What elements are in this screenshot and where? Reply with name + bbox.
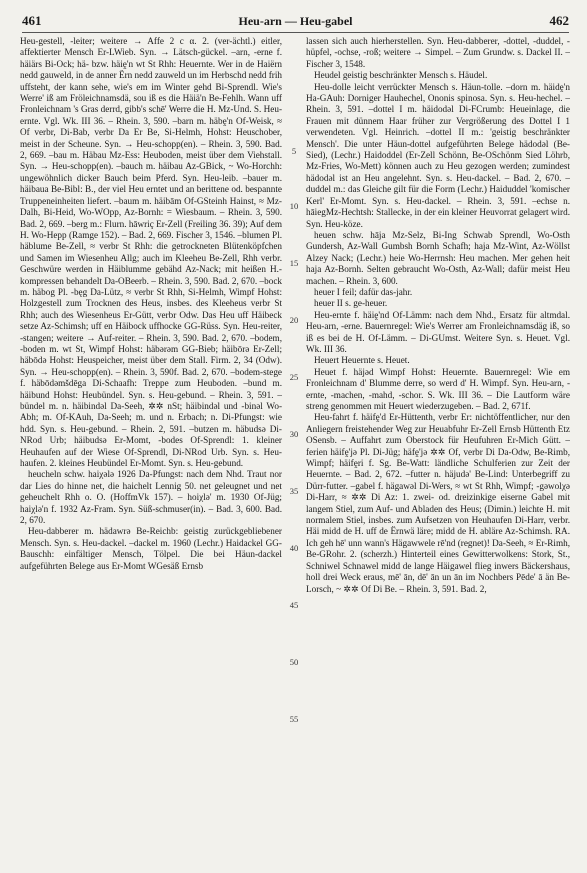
line-number: 25 [289, 372, 299, 382]
page-number-right: 462 [549, 13, 569, 28]
line-number: 20 [289, 315, 299, 325]
right-entry-heuet: Heuet f. häjəd Wimpf Hohst: Heuernte. Bauernregel: Wie em Fronleichnam d' Blumme derre, so werd d' H. Wimpf. Syn. Heu-arn, -ernte, -machen, -mahd, -schor. S. Wk. III 36. – Die Lautform wäre streng genommen mit Heuert wiederzugeben. – Bad. 2, 671f. [306, 366, 570, 411]
line-number: 45 [289, 600, 299, 610]
right-entry-heuert: Heuert Heuernte s. Heuet. [314, 355, 410, 366]
running-title: Heu-arn — Heu-gabel [238, 13, 353, 28]
line-number: 50 [289, 657, 299, 667]
right-entry-heuen: heuen schw. hāja Mz-Selz, Bi-Ing Schwab Sprendl, Wo-Osth Gundersh, Az-Wall Gumbsh Bornh Schafh; haja Mz-Wint, Az-Wöllst Alzey Nack; (Lechr.) heie Wo-Herrnsh: Heu machen. Mer gehen heit haja Az-Bornh. Selten gebraucht Wo-Osth, Az-Wall; dafür meist Heu machen. – Rhein. 3, 600. [306, 229, 570, 286]
right-entry-heu-ernte: Heu-ernte f. häiḙ'nd Of-Lämm: nach dem Nhd., Ersatz für altmdal. Heu-arn, -erne. Bauernregel: Wie's Werrer am Fronleichnamsdäg iß, so iß es bei de H. Of-Lämm. – Di-GUmst. Weitere Syn. s. Heuet. Vgl. Wk. III 36. [306, 309, 570, 354]
right-entry-heu-fahrt: Heu-fahrt f. häifḙ'd Er-Hüttenth, verbr Er: nichtöffentlicher, nur den Anliegern freistehender Weg zur Heuabfuhr Er-Zell Ernsb Hüttenth Etz OSensb. – Auffahrt zum Oberstock für Heufuhren Er-Mich Gütt. –ferien häifḙ'jə Pl. Di-Jüg; häfḙ'jə ✲✲ Of, verbr Di Da-Odw, Be-Rimb, Wimpf; häifḙri f. Sg. Be-Watt: ländliche Schulferien zur Zeit der Heuernte. – Bad. 2, 672. –futter n. häjudə' Be-Lind: Unterbegriff zu Dürr-futter. –gabel f. hägawəl Di-Wers, ≈ wt St Rhh, Wimpf; -gəwolχə Di-Harr, ≈ ✲✲ Di Az: 1. zwei- od. dreizinkige eiserne Gabel mit langem Stiel, zum Auf- und Abladen des Heus; (Dimin.) leichte H. mit normalem Stiel, insbes. zum Aufsetzen von Heuhaufen Di-Harr, verbr. Häi midd de H. uff de Ërnwä läre; midd de H. abläre Az-Schimsh. RA. Ich geh hē' unn wann's Hägawwele rē'nd (regnet)! Da-Seeh, ≈ Er-Rimh, Be-GRohr. 2. (scherzh.) Hinterteil eines Gewitterwolkens: Stork, St., Schniwel Schnawel midd de lange Häigawel flieg inwers Bäckershaus, holl drei Weck eraus, mē' ān, dē' ān un ān im Nochbers Pēde' ā än Be-Lorsch, ~ ✲✲ Of Di Be. – Rhein. 3, 591. Bad. 2, [306, 412, 570, 594]
right-entry-heudel: Heudel geistig beschränkter Mensch s. Häudel. [314, 70, 488, 81]
right-entry-heu-dolle: Heu-dolle leicht verrückter Mensch s. Häun-tolle. –dorn m. häidḙ'n Ha-GAuh: Dorniger Hauhechel, Ononis spinosa. Syn. s. Heu-hechel. – Rhein. 3, 591. –dottel I m. häidodəl Di-FCrumb: Heueinlage, die Frauen mit dünnem Haar früher zur Vergrößerung des Dottel I 1 verwendeten. Vgl. Heinrich. –dottel II m.: 'geistig beschränkter Mensch'. Die unter Häun-dottel aufgeführten Belege hädodəl (Be-Sied), (Lechr.) Haidoddel (Er-Zell Schönn, Be-OSchönm Sied Löhrb, Mz-Fries, Wo-Mett) können auch zu Heu gezogen werden; zumindest hädodəl ist an Heu angelehnt. Syn. s. Heu-dackel. – Bad. 2, 670. –duddel m.: das Gleiche gilt für die Form (Lechr.) Haiduddel 'komischer Kerl' Er-Momt. Syn. s. Heu-dackel. – Rhein. 3, 591. –echse n. hāiegMz-Hechtsh: Stallecke, in der ein kleiner Heuvorrat gelagert wird. Syn. Heu-köze. [306, 81, 570, 229]
page-header [22, 10, 569, 33]
right-entry-heuer-1: heuer I feil; dafür das-jahr. [314, 286, 413, 297]
left-entry-1: Heu-gestell, -leiter; weitere → Affe 2 c α. 2. (ver-ächtl.) eitler, affektierter Mensch Er-LWieb. Syn. → Lätsch-gückel. –arn, -erne f. häiärs Bi-Ock; hä- bzw. häiḙ'n wt St Rhh: Heuernte. Wer in de Haiërn nedd gauweld, in de anner Ërn nedd zauweld un im Herbschd nedd frih uffsteht, der kann sehe, wie's em im Winter gehd Bi-Sprendl. Wie's Werre' iß am Fröleichnamsdä, sou iß es die Häiä'n Be-Fehlh. Wann uff Fronleichnam 's Gras derrd, gibb's schē' Werre die H. Mz-Und. S. Heu-ernte. Vgl. Wk. III 36. – Rhein. 3, 590. –barn m. häbḙ'n Of-Weisk, ≈ Of verbr, Di-Bab, verbr Da Er Be, Si-Helmh, Hohst: Heuschober, meist in der Scheune. Syn. → Heu-schopp(en). – Rhein. 3, 590. Bad. 2, 669. –bau m. Häbau Mz-Ess: Heuboden, meist über dem Viehstall. Syn. → Heu-schopp(en). –bauch m. häibau Az-GBick, ~ Wo-Horchh: ungewöhnlich dicker Bauch beim Pferd. Syn. Heu-leib. –bauer m. häibaua Be-Bibl: B., der viel Heu erntet und an berittene od. bespannte Truppeneinheiten liefert. –baum m. häibām Of-GSteinh Hainst, ≈ Mz-Dalh, Bi-Heid, Wo-WOpp, Az-Bornh: = Wiesbaum. – Rhein. 3, 590. Bad. 2, 669. –berg m.: Flurn. hāwriç Er-Zell (Freiling 36. 39); Auf dem H. Wo-Hepp (Ramge 152). – Bad. 2, 669. Fischer 3, 1546. –blumen Pl. häblume Be-Zell, ≈ verbr St Rhh: die getrockneten Blütenköpfchen und Samen im Wiesenheu Allg; auch im Kleeheu Be-Zell, Rhh verbr. Geschwüre werden in Häiblumme gebähd Az-Nack; mit heißen H.-kompressen behandelt Da-OBeerb. – Rhein. 3, 590. Bad. 2, 670. –bock m. häbog Pl. -bęg Da-Lütz, ≈ verbr St Rhh, Si-Helmh, Wimpf Hohst: Holzgestell zum Trocknen des Heus, insbes. des Kleeheus verbr St Rhh; auch des Wiesenheus Er-Gütt, verbr Odw. Das Heu uff Häibeck setze Az-Schimsh; uff en Häibock uffhocke GG-Rüss. Syn. Heu-reiter, -stangen; weitere → Auf-reiter. – Rhein. 3, 590. Bad. 2, 670. –bodem, -boden m. wt St, Wimpf Hohst: häbərəm GG-Bieb; häibōrə Er-Zell; häbōdə Hohst: Heuspeicher, meist über dem Stall. Firm. 2, 34 (Odw). Syn. → Heu-schopp(en). – Rhein. 3, 590f. Bad. 2, 670. –bodem-stege f. häbōdəmšdēga Di-Schaafh: Treppe zum Heuboden. –bund m. häibund Hohst: Heubündel. Syn. s. Heu-gebund. – Rhein. 3, 591. –bündel m. n. häibindəl Da-Seeh, ✲✲ nSt; häibindəl und -binəl Wo-Abh; m. Of-KAuh, Da-Seeh; m. und n. Erbach; n. Di-Pfungst: wie hdd. Syn. s. Heu-gebund. – Rhein. 2, 591. –butzen m. häbudsə Di-NRod Urb; häibudsə Er-Momt, -bodes Of-Sprendl: 1. kleiner Heuhaufen auf der Wiese Of-Sprendl, Di-NRod Urb. Syn. s. Heu-haufen. 2. kleines Heubündel Er-Momt. Syn. s. Heu-gebund. [20, 36, 282, 469]
line-number: 10 [289, 201, 299, 211]
page-number-left: 461 [22, 13, 42, 28]
right-entry-1: lassen sich auch hierherstellen. Syn. Heu-dabberer, -dottel, -duddel, -hüpfel, -ochse, -roß; weitere → Simpel. – Zum Grundw. s. Dackel II. – Fischer 3, 1548. [306, 36, 570, 69]
right-entry-heuer-2: heuer II s. ge-heuer. [314, 298, 388, 309]
left-entry-heucheln: heucheln schw. haiχələ 1926 Da-Pfungst: nach dem Nhd. Traut nor dar Lies do hinne net, die haichelt Lennig 50. net geleugnet und net geheuchelt Rhh o. O. (HoffmVk 157). – hoiχlə' m. 1930 Of-Jüg; haiχlə'n f. 1932 Az-Fram. Syn. Süß-schmuser(in). – Bad. 3, 600. Bad. 2, 670. [20, 469, 282, 526]
left-entry-heu-dabberer: Heu-dabberer m. hädawrə Be-Reichb: geistig zurückgebliebener Mensch. Syn. s. Heu-dackel. –dackel m. 1960 (Lechr.) Haidackel GG-Bauschh: einfältiger Mensch, Tölpel. Die bei Häun-dackel aufgeführten Belege aus Er-Momt WGesäß Ernsb [20, 526, 282, 571]
line-number: 35 [289, 486, 299, 496]
left-column [20, 36, 282, 864]
line-number: 5 [291, 146, 297, 156]
right-column [306, 36, 570, 864]
line-number: 15 [289, 258, 299, 268]
line-number: 30 [289, 429, 299, 439]
line-number: 55 [289, 714, 299, 724]
line-number: 40 [289, 543, 299, 553]
